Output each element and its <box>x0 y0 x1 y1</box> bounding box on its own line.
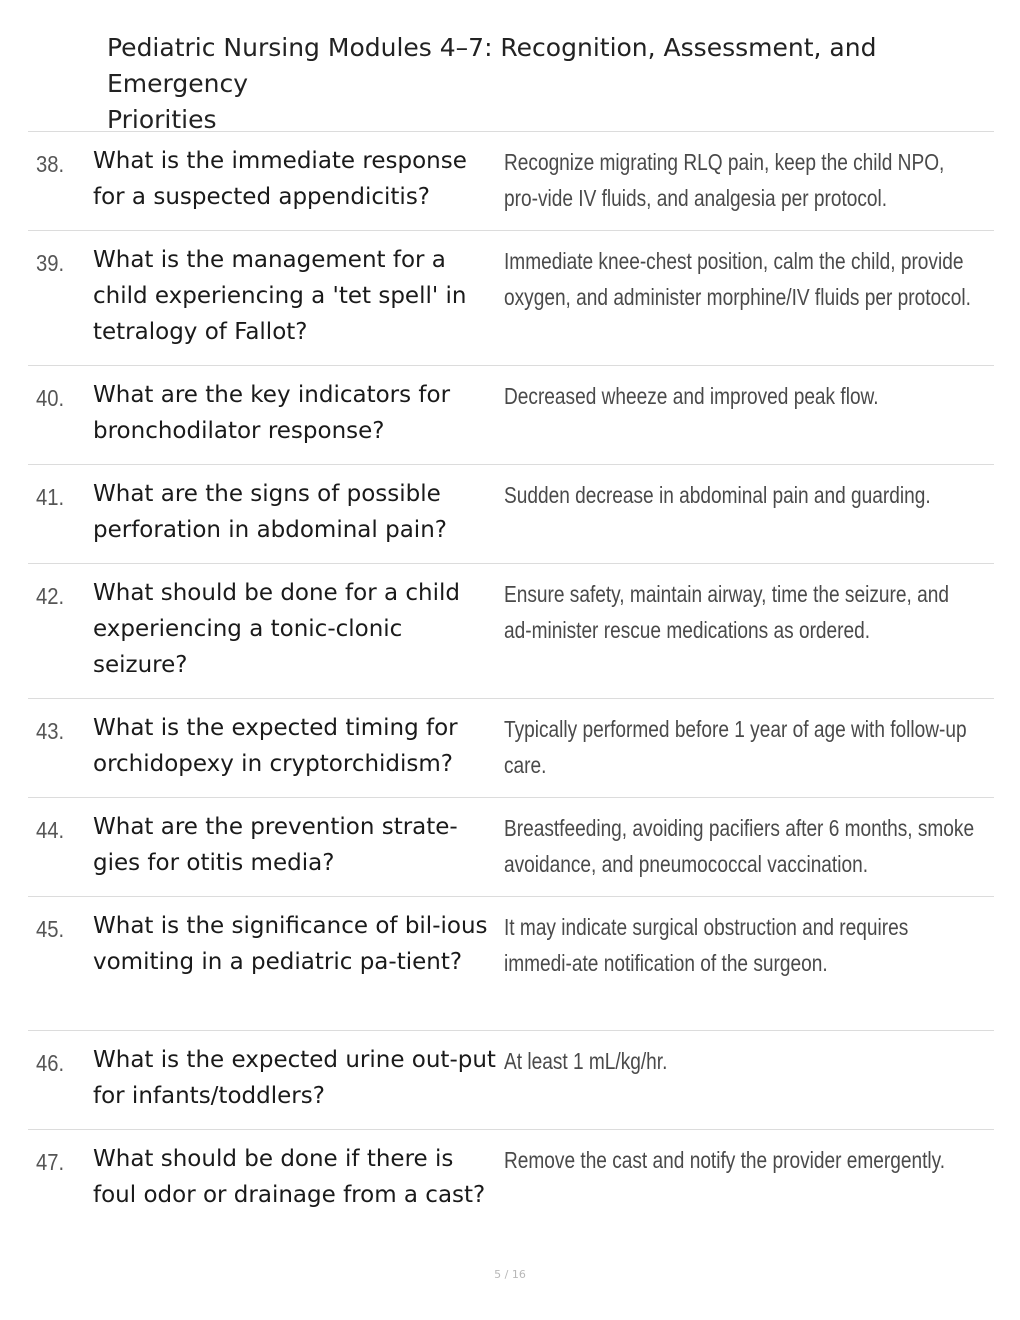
item-question: What are the signs of possible perforation in abdominal pain? <box>93 481 447 543</box>
item-answer: Decreased wheeze and improved peak flow. <box>504 383 879 409</box>
item-answer: At least 1 mL/kg/hr. <box>504 1048 668 1074</box>
qa-item <box>28 896 994 1031</box>
item-number: 40. <box>36 385 65 411</box>
item-number: 45. <box>36 916 65 942</box>
item-number: 46. <box>36 1050 65 1076</box>
qa-item <box>28 1129 994 1260</box>
qa-item <box>28 230 994 366</box>
item-answer: Recognize migrating RLQ pain, keep the child NPO, pro-vide IV fluids, and analgesia per protocol. <box>504 149 945 211</box>
qa-item <box>28 464 994 564</box>
item-answer: Typically performed before 1 year of age with follow-up care. <box>504 716 967 778</box>
item-question: What should be done if there is foul odor or drainage from a cast? <box>93 1146 486 1208</box>
qa-item <box>28 365 994 465</box>
item-number: 43. <box>36 718 65 744</box>
qa-item <box>28 797 994 897</box>
qa-item <box>28 563 994 699</box>
qa-item <box>28 698 994 798</box>
item-question: What is the immediate response for a suspected appendicitis? <box>93 148 467 210</box>
page-number: 5 / 16 <box>494 1268 526 1281</box>
item-question: What are the prevention strate-gies for otitis media? <box>93 814 458 876</box>
item-number: 42. <box>36 583 65 609</box>
item-answer: It may indicate surgical obstruction and requires immedi-ate notification of the surgeon. <box>504 914 909 976</box>
item-answer: Breastfeeding, avoiding pacifiers after 6 months, smoke avoidance, and pneumococcal vaccination. <box>504 815 975 877</box>
item-number: 38. <box>36 151 65 177</box>
item-number: 41. <box>36 484 65 510</box>
item-question: What is the expected urine out-put for infants/toddlers? <box>93 1047 496 1109</box>
item-answer: Remove the cast and notify the provider emergently. <box>504 1147 946 1173</box>
item-question: What should be done for a child experiencing a tonic-clonic seizure? <box>93 580 460 678</box>
qa-item <box>28 131 994 231</box>
page-title: Pediatric Nursing Modules 4–7: Recognition, Assessment, and Emergency Priorities <box>107 33 877 134</box>
item-number: 39. <box>36 250 65 276</box>
item-answer: Immediate knee-chest position, calm the child, provide oxygen, and administer morphine/IV fluids per protocol. <box>504 248 971 310</box>
item-number: 47. <box>36 1149 65 1175</box>
item-question: What are the key indicators for bronchodilator response? <box>93 382 451 444</box>
item-answer: Sudden decrease in abdominal pain and guarding. <box>504 482 931 508</box>
item-question: What is the significance of bil-ious vomiting in a pediatric pa-tient? <box>93 913 488 975</box>
item-question: What is the expected timing for orchidopexy in cryptorchidism? <box>93 715 458 777</box>
qa-item <box>28 1030 994 1130</box>
item-number: 44. <box>36 817 65 843</box>
item-question: What is the management for a child experiencing a 'tet spell' in tetralogy of Fallot? <box>93 247 467 345</box>
item-answer: Ensure safety, maintain airway, time the seizure, and ad-minister rescue medications as ordered. <box>504 581 949 643</box>
